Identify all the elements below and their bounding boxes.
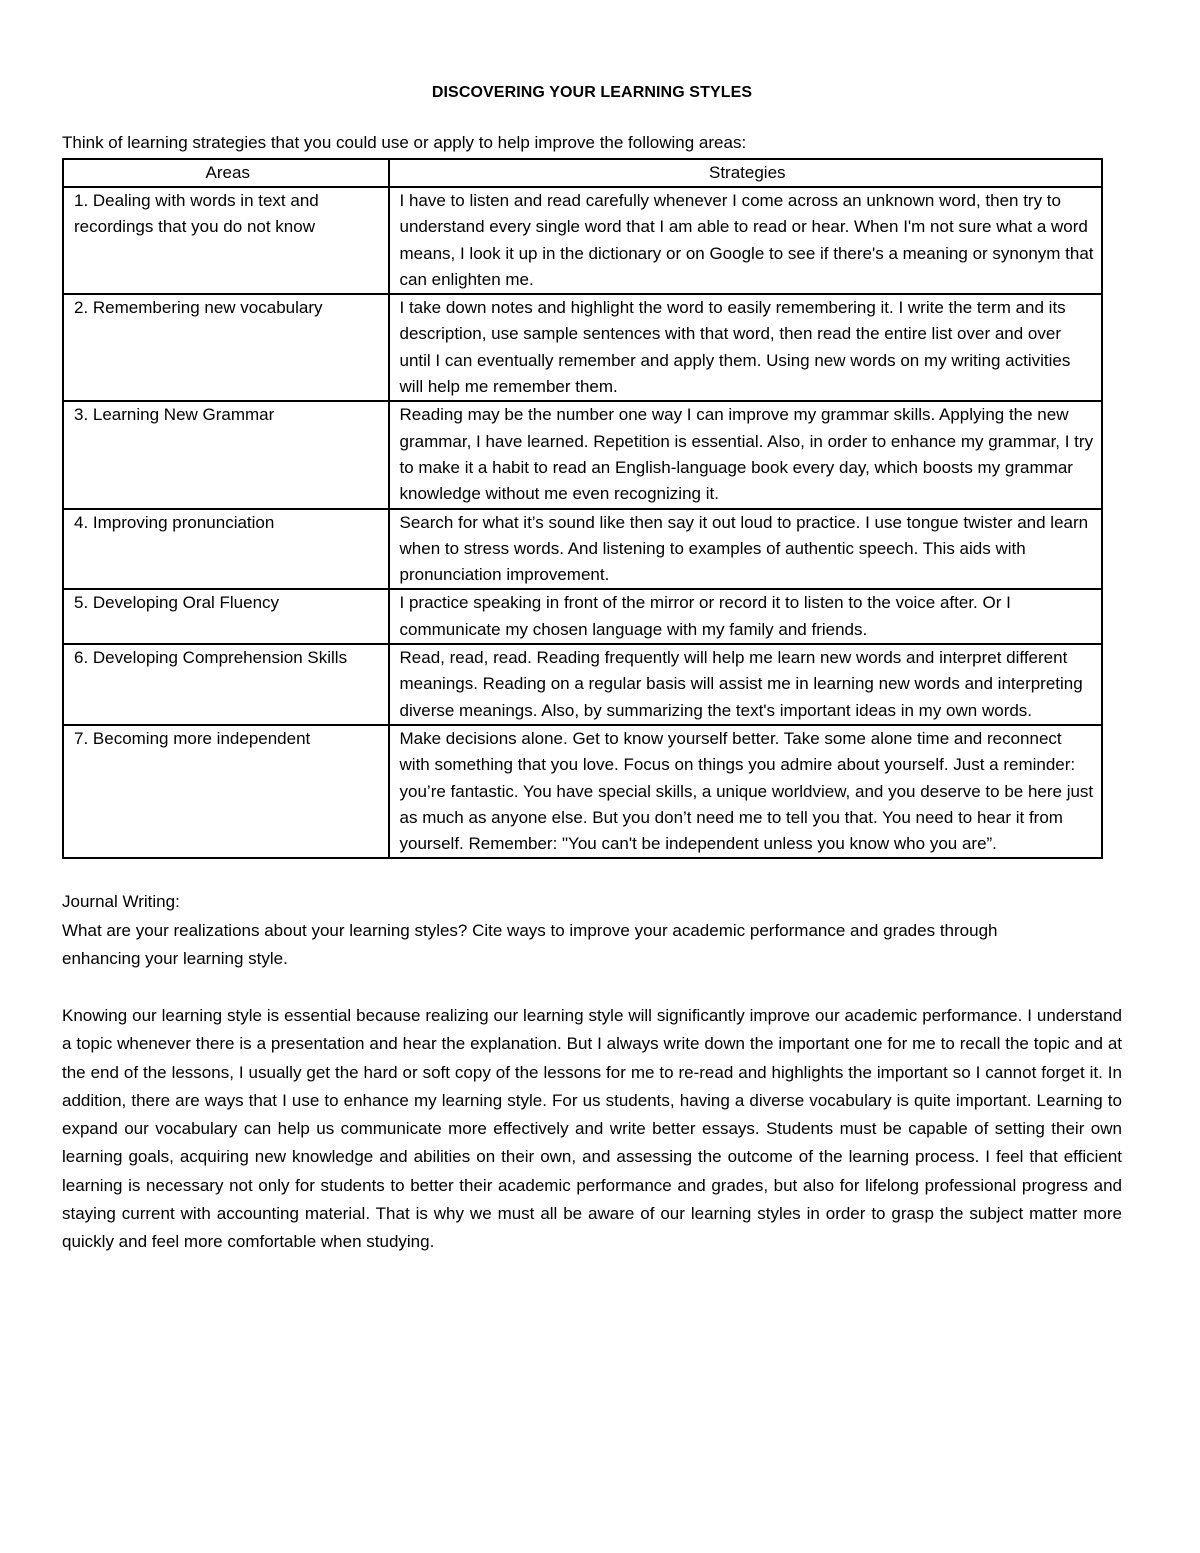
header-areas: Areas — [63, 159, 389, 187]
strategy-cell: Search for what it’s sound like then say it out loud to practice. I use tongue twister and learn when to stress words. And listening to examples of authentic speech. This aids with pronunciation improvement. — [389, 509, 1102, 590]
table-row — [63, 589, 1102, 644]
journal-prompt: What are your realizations about your learning styles? Cite ways to improve your academic performance and grades through enhancing your learning style. — [62, 920, 998, 969]
area-cell: 3. Learning New Grammar — [63, 401, 389, 508]
table-row — [63, 509, 1102, 590]
table-row — [63, 401, 1102, 508]
strategy-cell: I have to listen and read carefully whenever I come across an unknown word, then try to understand every single word that I am able to read or hear. When I'm not sure what a word means, I look it up in the dictionary or on Google to see if there's a meaning or synonym that can enlighten me. — [389, 187, 1102, 294]
header-strategies: Strategies — [389, 159, 1102, 187]
strategy-cell: Reading may be the number one way I can improve my grammar skills. Applying the new grammar, I have learned. Repetition is essential. Also, in order to enhance my grammar, I try to make it a habit to read an English-language book every day, which boosts my grammar knowledge without me even recognizing it. — [389, 401, 1102, 508]
strategy-cell: I practice speaking in front of the mirror or record it to listen to the voice after. Or I communicate my chosen language with my family and friends. — [389, 589, 1102, 644]
journal-section — [62, 888, 1122, 1256]
area-cell: 1. Dealing with words in text and recordings that you do not know — [63, 187, 389, 294]
area-cell: 6. Developing Comprehension Skills — [63, 644, 389, 725]
strategy-cell: Read, read, read. Reading frequently will help me learn new words and interpret different meanings. Reading on a regular basis will assist me in learning new words and interpreting diverse meanings. Also, by summarizing the text's important ideas in my own words. — [389, 644, 1102, 725]
table-row — [63, 294, 1102, 401]
strategies-table — [62, 158, 1103, 859]
strategy-cell: Make decisions alone. Get to know yourself better. Take some alone time and reconnect with something that you love. Focus on things you admire about yourself. Just a reminder: you’re fantastic. You have special skills, a unique worldview, and you deserve to be here just as much as anyone else. But you don’t need me to tell you that. You need to hear it from yourself. Remember: "You can't be independent unless you know who you are”. — [389, 725, 1102, 858]
table-row — [63, 725, 1102, 858]
table-row — [63, 644, 1102, 725]
table-row — [63, 187, 1102, 294]
strategy-cell: I take down notes and highlight the word to easily remembering it. I write the term and its description, use sample sentences with that word, then read the entire list over and over until I can eventually remember and apply them. Using new words on my writing activities will help me remember them. — [389, 294, 1102, 401]
journal-essay: Knowing our learning style is essential because realizing our learning style will significantly improve our academic performance. I understand a topic whenever there is a presentation and hear the explanation. But I always write down the important one for me to recall the topic and at the end of the lessons, I usually get the hard or soft copy of the lessons for me to re-read and highlights the important so I cannot forget it. In addition, there are ways that I use to enhance my learning style. For us students, having a diverse vocabulary is quite important. Learning to expand our vocabulary can help us communicate more effectively and write better essays. Students must be capable of setting their own learning goals, acquiring new knowledge and abilities on their own, and assessing the outcome of the learning process. I feel that efficient learning is necessary not only for students to better their academic performance and grades, but also for lifelong professional progress and staying current with accounting material. That is why we must all be aware of our learning styles in order to grasp the subject matter more quickly and feel more comfortable when studying. — [62, 1005, 1122, 1252]
area-cell: 7. Becoming more independent — [63, 725, 389, 858]
journal-heading: Journal Writing: — [62, 892, 180, 912]
area-cell: 5. Developing Oral Fluency — [63, 589, 389, 644]
area-cell: 2. Remembering new vocabulary — [63, 294, 389, 401]
intro-text: Think of learning strategies that you could use or apply to help improve the following areas: — [62, 133, 747, 152]
area-cell: 4. Improving pronunciation — [63, 509, 389, 590]
document-page — [62, 84, 1122, 1257]
document-title: DISCOVERING YOUR LEARNING STYLES — [431, 84, 753, 101]
table-header-row — [63, 159, 1102, 187]
